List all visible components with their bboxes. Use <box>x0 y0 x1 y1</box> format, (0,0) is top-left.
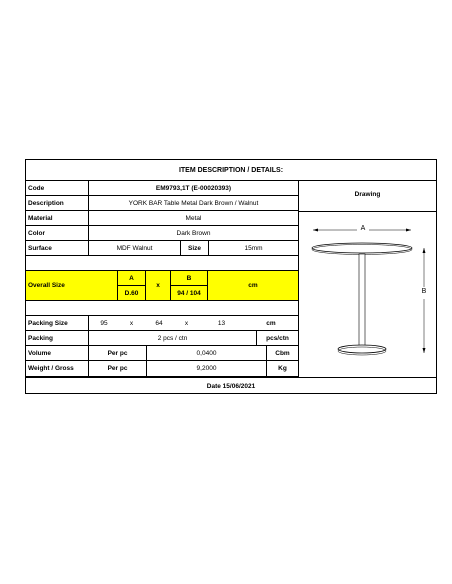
packing-length: 95 <box>89 316 119 331</box>
packing-x1: x <box>119 316 144 331</box>
material-value: Metal <box>89 211 299 226</box>
volume-unit: Cbm <box>267 346 299 361</box>
code-label: Code <box>26 181 89 196</box>
dimension-a-label: A <box>360 225 366 232</box>
volume-per: Per pc <box>89 346 147 361</box>
item-details-sheet <box>25 159 437 394</box>
blank-row <box>26 256 299 271</box>
drawing-panel <box>299 181 436 377</box>
surface-value: MDF Walnut <box>89 241 181 256</box>
weight-unit: Kg <box>267 361 299 377</box>
surface-label: Surface <box>26 241 89 256</box>
dim-a-header: A <box>118 271 146 286</box>
size-value: 15mm <box>209 241 299 256</box>
sheet-title: ITEM DESCRIPTION / DETAILS: <box>26 160 436 181</box>
packing-height: 13 <box>199 316 244 331</box>
code-value: EM9793,1T (E-00020393) <box>89 181 299 196</box>
overall-size-label: Overall Size <box>26 271 118 301</box>
material-label: Material <box>26 211 89 226</box>
weight-value: 9,2000 <box>147 361 267 377</box>
dim-separator: x <box>146 271 171 301</box>
volume-value: 0,0400 <box>147 346 267 361</box>
dim-b-value: 94 / 104 <box>171 286 208 301</box>
packing-size-label: Packing Size <box>26 316 89 331</box>
weight-label: Weight / Gross <box>26 361 89 377</box>
volume-label: Volume <box>26 346 89 361</box>
packing-value: 2 pcs / ctn <box>89 331 257 346</box>
dim-a-value: D.60 <box>118 286 146 301</box>
packing-x2: x <box>174 316 199 331</box>
date-text: Date 15/06/2021 <box>206 382 256 390</box>
description-label: Description <box>26 196 89 211</box>
color-label: Color <box>26 226 89 241</box>
packing-label: Packing <box>26 331 89 346</box>
dimension-b-label: B <box>421 288 427 295</box>
description-value: YORK BAR Table Metal Dark Brown / Walnut <box>89 196 299 211</box>
packing-size-unit: cm <box>244 316 299 331</box>
weight-per: Per pc <box>89 361 147 377</box>
table-drawing <box>299 181 436 377</box>
drawing-title: Drawing <box>354 191 381 198</box>
color-value: Dark Brown <box>89 226 299 241</box>
blank-row-2 <box>26 301 299 316</box>
size-label: Size <box>181 241 209 256</box>
packing-unit: pcs/ctn <box>257 331 299 346</box>
dim-b-header: B <box>171 271 208 286</box>
packing-width: 64 <box>144 316 174 331</box>
overall-unit: cm <box>208 271 299 301</box>
